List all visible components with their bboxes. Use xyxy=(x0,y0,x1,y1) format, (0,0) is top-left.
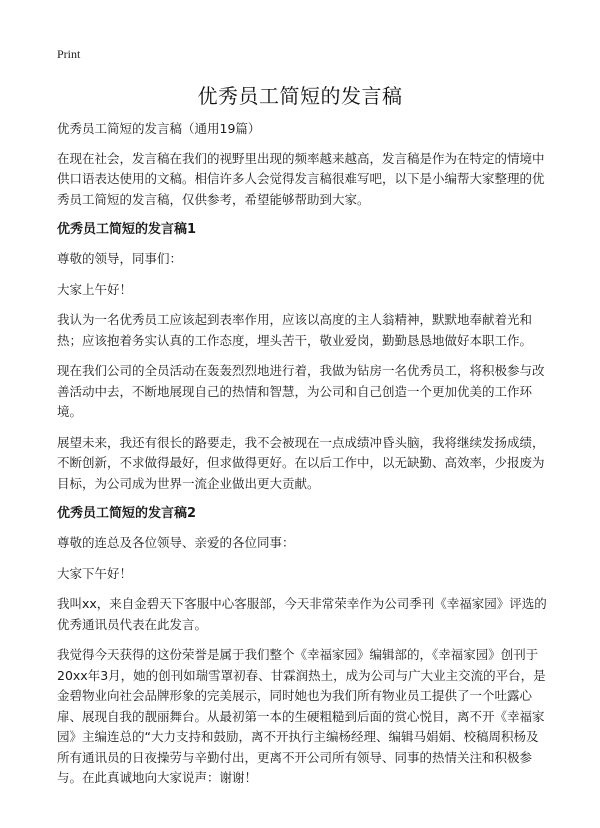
section-1-paragraph: 我认为一名优秀员工应该起到表率作用，应该以高度的主人翁精神，默默地奉献着光和热；应该抱着务实认真的工作态度，埋头苦干，敬业爱岗，勤勤恳恳地做好本职工作。 xyxy=(57,312,533,348)
section-1-paragraph: 大家上午好！ xyxy=(57,281,133,297)
section-1-paragraph: 尊敬的领导，同事们： xyxy=(57,251,183,266)
section-2-paragraph: 尊敬的连总及各位领导、亲爱的各位同事： xyxy=(57,535,295,550)
section-2-paragraph: 大家下午好！ xyxy=(57,565,133,581)
print-link[interactable]: Print xyxy=(57,47,81,61)
section-1-paragraph: 展望未来，我还有很长的路要走，我不会被现在一点成绩冲昏头脑，我将继续发扬成绩，不断创新，不求做得最好，但求做得更好。在以后工作中，以无缺勤、高效率，少报废为目标，为公司成为世界一流企业做出更大贡献。 xyxy=(57,434,545,491)
article-body xyxy=(57,119,547,799)
intro-paragraph: 在现在社会，发言稿在我们的视野里出现的频率越来越高，发言稿是作为在特定的情境中供口语表达使用的文稿。相信许多人会觉得发言稿很难写吧，以下是小编帮大家整理的优秀员工简短的发言稿，仅供参考，希望能够帮助到大家。 xyxy=(57,150,545,207)
article-subtitle: 优秀员工简短的发言稿（通用19篇） xyxy=(57,121,261,136)
section-2-heading: 优秀员工简短的发言稿2 xyxy=(57,506,197,521)
section-2-paragraph: 我觉得今天获得的这份荣誉是属于我们整个《幸福家园》编辑部的，《幸福家园》创刊于20xx年3月，她的创刊如瑞雪罩初春、甘霖润热土，成为公司与广大业主交流的平台，是金碧物业向社会品牌形象的完美展示，同时她也为我们所有物业员工提供了一个吐露心扉、展现自我的靓丽舞台。从最初第一本的生硬粗糙到后面的赏心悦目，离不开《幸福家园》主编连总的“大力支持和鼓励，离不开执行主编杨经理、编辑马娟娟、校稿周积杨及所有通讯员的日夜操劳与辛勤付出，更离不开公司所有领导、同事的热情关注和积极参与。在此真诚地向大家说声：谢谢！ xyxy=(57,647,546,785)
page-title: 优秀员工简短的发言稿 xyxy=(197,84,403,108)
section-2-paragraph: 我叫xx，来自金碧天下客服中心客服部，今天非常荣幸作为公司季刊《幸福家园》评选的优秀通讯员代表在此发言。 xyxy=(57,596,547,632)
section-1-heading: 优秀员工简短的发言稿1 xyxy=(57,222,197,237)
section-1-paragraph: 现在我们公司的全员活动在轰轰烈烈地进行着，我做为钻房一名优秀员工，将积极参与改善活动中去，不断地展现自己的热情和智慧，为公司和自己创造一个更加优美的工作环境。 xyxy=(57,363,545,419)
